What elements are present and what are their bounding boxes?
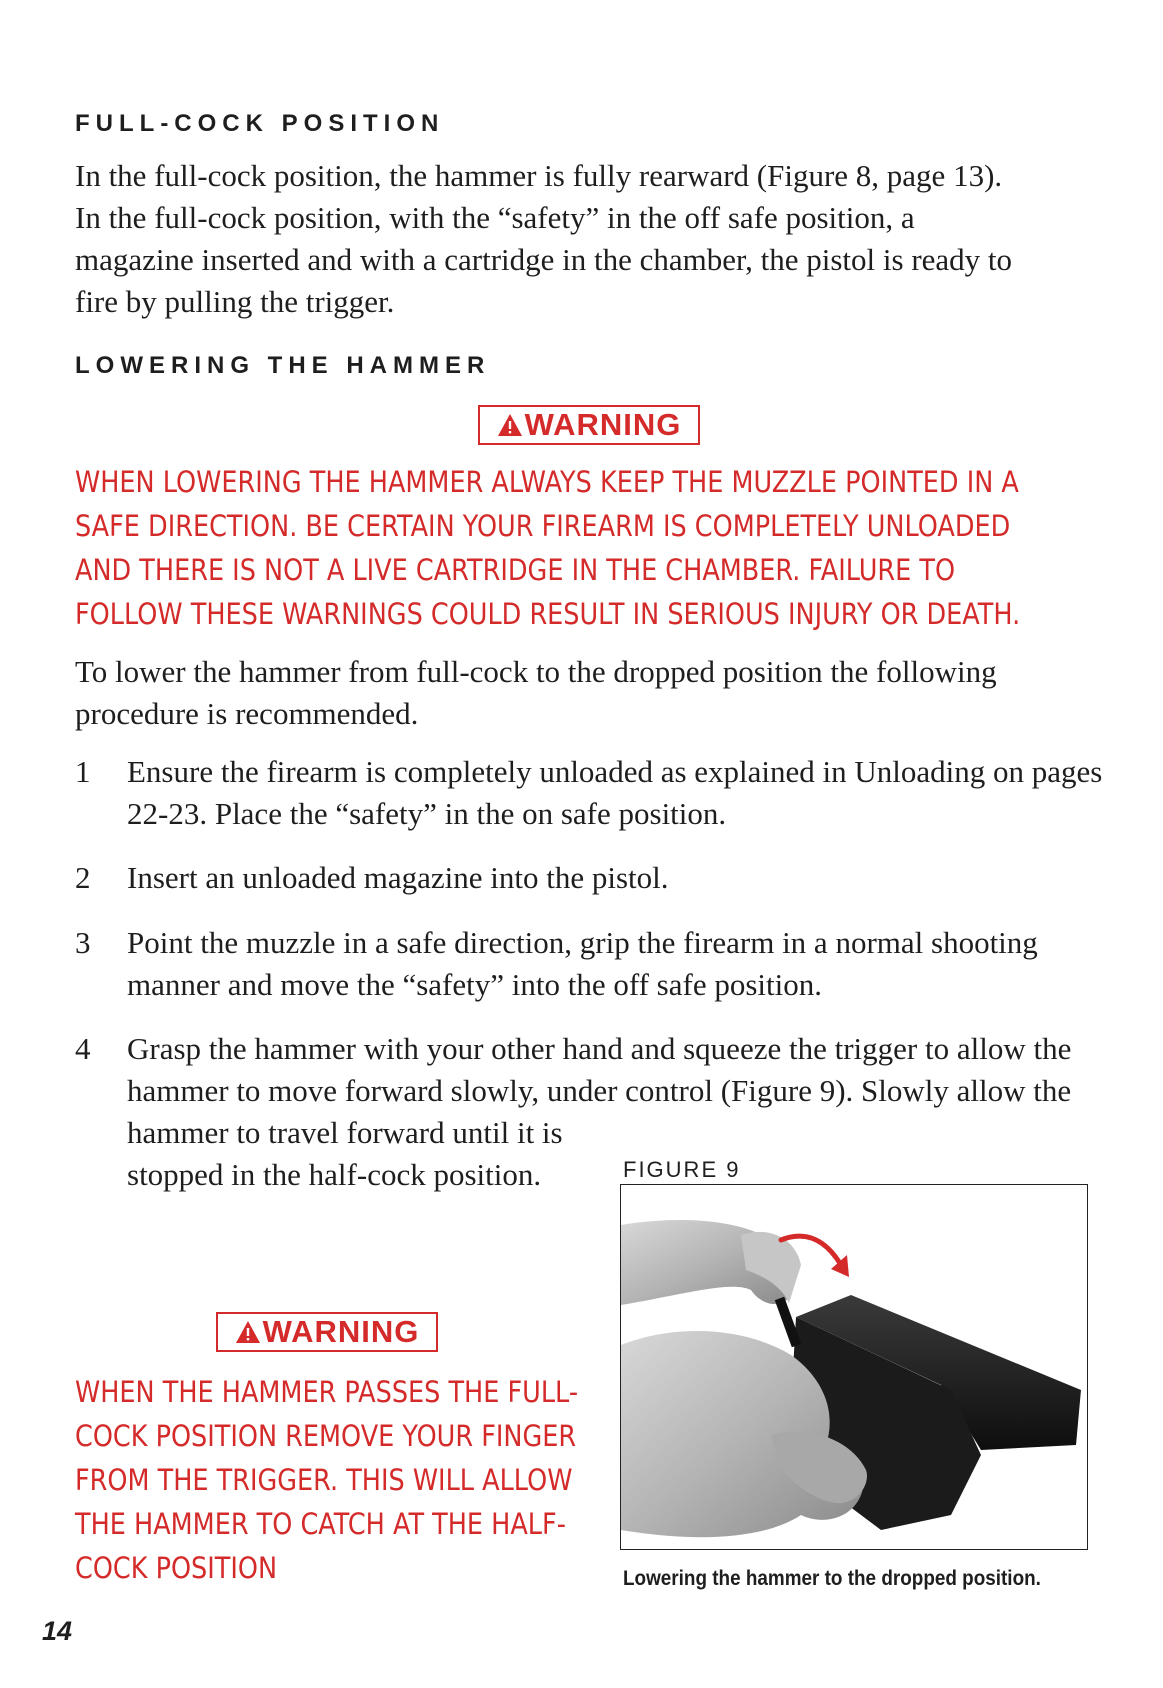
warning-badge-2 [216, 1312, 438, 1352]
page-number: 14 [42, 1616, 73, 1646]
step-number: 1 [75, 754, 91, 789]
warning-badge [478, 405, 700, 445]
step-number: 2 [75, 860, 91, 895]
step-text: Ensure the firearm is completely unloaded as explained in Unloading on pages 22-23. Place the “safety” in the on safe position. [127, 754, 1103, 831]
figure-image [620, 1184, 1088, 1550]
step-text: Insert an unloaded magazine into the pistol. [127, 860, 669, 895]
section-heading-full-cock: FULL-COCK POSITION [75, 110, 445, 137]
procedure-intro: To lower the hammer from full-cock to the dropped position the following procedure is recommended. [75, 654, 997, 731]
step-text: Grasp the hammer with your other hand and squeeze the trigger to allow the hammer to move forward slowly, under control (Figure 9). Slowly allow the hammer to travel forward until it is stopped in the half-cock position. [127, 1031, 1072, 1192]
figure-caption: Lowering the hammer to the dropped position. [623, 1567, 1041, 1590]
warning-label: WARNING [524, 407, 682, 442]
step-text: Point the muzzle in a safe direction, grip the firearm in a normal shooting manner and move the “safety” into the off safe position. [127, 925, 1038, 1002]
warning-triangle-icon [497, 413, 523, 437]
warning-text: WHEN LOWERING THE HAMMER ALWAYS KEEP THE MUZZLE POINTED IN A SAFE DIRECTION. BE CERTAIN YOUR FIREARM IS COMPLETELY UNLOADED AND THERE IS NOT A LIVE CARTRIDGE IN THE CHAMBER. FAILURE TO FOLLOW THESE WARNINGS COULD RESULT IN SERIOUS INJURY OR DEATH. [75, 465, 1021, 631]
section-heading-lowering: LOWERING THE HAMMER [75, 352, 491, 379]
step-number: 3 [75, 925, 91, 960]
warning-triangle-icon [235, 1320, 261, 1344]
full-cock-paragraph: In the full-cock position, the hammer is fully rearward (Figure 8, page 13). In the full-cock position, with the “safety” in the off safe position, a magazine inserted and with a cartridge in the chamber, the pistol is ready to fire by pulling the trigger. [75, 158, 1013, 319]
step-number: 4 [75, 1031, 91, 1066]
pistol-hammer-photo-icon [621, 1185, 1088, 1550]
warning-label: WARNING [262, 1314, 420, 1349]
figure-label: FIGURE 9 [623, 1157, 741, 1182]
warning-text-2: WHEN THE HAMMER PASSES THE FULL-COCK POSITION REMOVE YOUR FINGER FROM THE TRIGGER. THIS WILL ALLOW THE HAMMER TO CATCH AT THE HALF-COCK POSITION [75, 1375, 579, 1585]
